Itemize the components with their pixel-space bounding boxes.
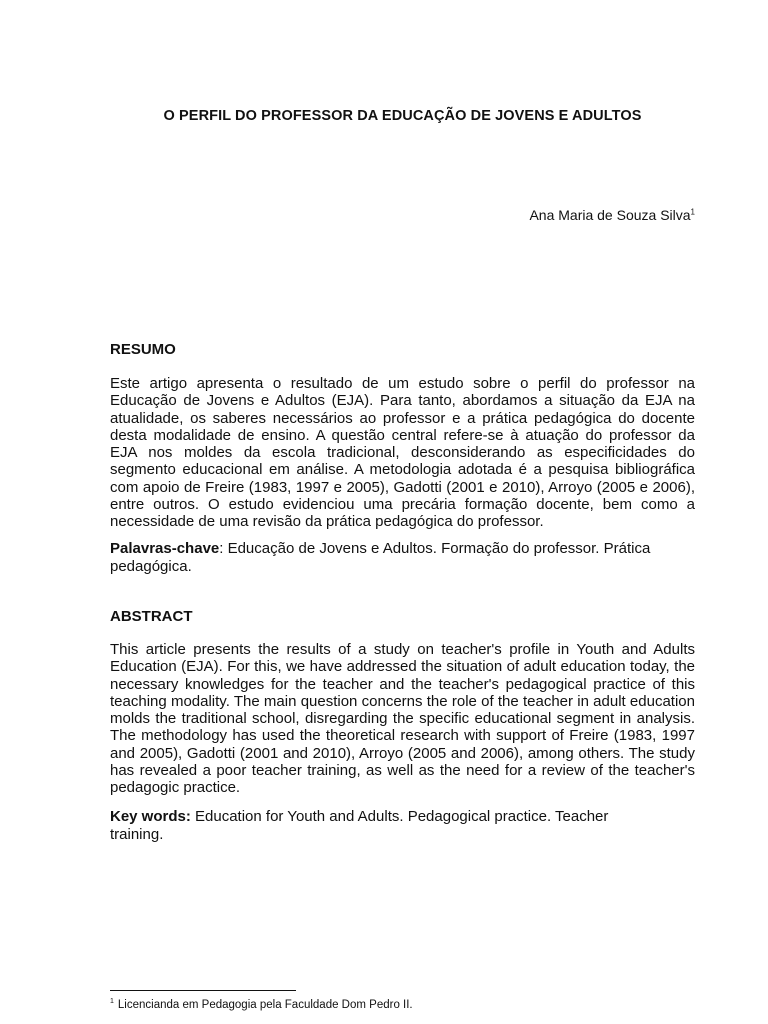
author-line — [529, 207, 695, 223]
footnote-text: Licencianda em Pedagogia pela Faculdade Dom Pedro II. — [117, 998, 413, 1011]
author-footnote-mark: 1 — [690, 207, 695, 217]
abstract-heading: ABSTRACT — [110, 608, 193, 625]
resumo-body: Este artigo apresenta o resultado de um estudo sobre o perfil do professor na Educação de Jovens e Adultos (EJA). Para tanto, abordamos a situação da EJA na atualidade, os saberes necessários ao professor e a prática pedagógica do docente desta modalidade de ensino. A questão central refere-se à atuação do professor da EJA nos moldes da escola tradicional, desconsiderando as especificidades do segmento educacional em análise. A metodologia adotada é a pesquisa bibliográfica com apoio de Freire (1983, 1997 e 2005), Gadotti (2001 e 2010), Arroyo (2005 e 2006), entre outros. O estudo evidenciou uma precária formação docente, bem como a necessidade de uma revisão da prática pedagógica do professor. — [110, 375, 695, 531]
resumo-keywords — [110, 540, 695, 576]
footnote — [110, 998, 413, 1011]
footnote-mark: 1 — [110, 998, 114, 1005]
footnote-divider — [110, 990, 296, 991]
resumo-keywords-text: Educação de Jovens e Adultos. Formação do professor. Prática pedagógica. — [110, 540, 651, 575]
resumo-heading: RESUMO — [110, 341, 176, 358]
abstract-keywords-label: Key words: — [110, 808, 191, 825]
author-name: Ana Maria de Souza Silva — [529, 207, 691, 223]
paper-title: O PERFIL DO PROFESSOR DA EDUCAÇÃO DE JOVENS E ADULTOS — [163, 108, 642, 124]
resumo-keywords-label: Palavras-chave — [110, 540, 220, 557]
abstract-body: This article presents the results of a study on teacher's profile in Youth and Adults Education (EJA). For this, we have addressed the situation of adult education today, the necessary knowledges for the teacher and the teacher's pedagogical practice of this teaching modality. The main question concerns the role of the teacher in adult education molds the traditional school, disregarding the specific educational segment in analysis. The methodology has used the theoretical research with support of Freire (1983, 1997 and 2005), Gadotti (2001 and 2010), Arroyo (2005 and 2006), among others. The study has revealed a poor teacher training, as well as the need for a review of the teacher's pedagogic practice. — [110, 641, 695, 797]
abstract-keywords — [110, 808, 640, 844]
resumo-keywords-sep: : — [219, 540, 224, 557]
abstract-keywords-text: Education for Youth and Adults. Pedagogical practice. Teacher training. — [110, 808, 609, 843]
